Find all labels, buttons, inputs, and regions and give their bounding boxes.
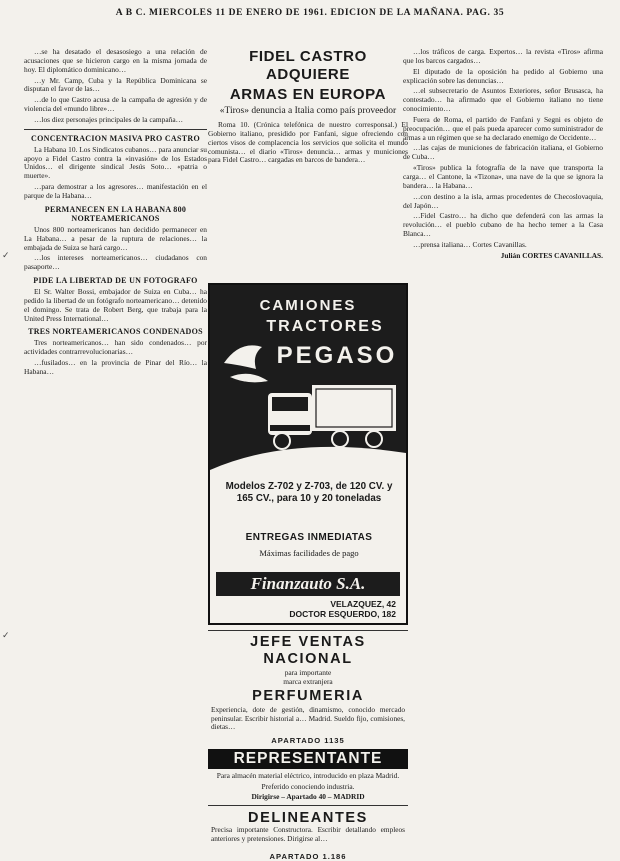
section-paragraph: …para demostrar a los agresores… manifestación en el parque de la Habana… xyxy=(24,182,207,200)
classified-jefe-box: APARTADO 1135 xyxy=(271,736,345,745)
section-paragraph: El Sr. Walter Bossi, embajador de Suiza en Cuba… ha pedido la libertad de un fotógrafo norteamericano… detenido el domingo. Se trata de Robert Berg, que trabaja para la United Press International… xyxy=(24,287,207,323)
section-heading: CONCENTRACION MASIVA PRO CASTRO xyxy=(31,133,200,143)
headline-subtitle: «Tiros» denuncia a Italia como país proveedor xyxy=(219,106,397,116)
section-paragraph: Tres norteamericanos… han sido condenados… por actividades contrarrevolucionarias… xyxy=(24,338,207,357)
left-intro-paragraph: …los diez personajes principales de la campaña… xyxy=(34,114,183,124)
right-column xyxy=(403,48,603,838)
dealer-name: Finanzauto S.A. xyxy=(216,572,400,596)
right-paragraph: …las cajas de municiones de fabricación italiana, el Gobierno de Cuba… xyxy=(403,143,603,162)
right-paragraph: …con destino a la isla, armas procedentes de Checoslovaquia, del Japón… xyxy=(403,191,603,210)
dealer-address xyxy=(224,599,396,619)
right-paragraph: «Tiros» publica la fotografía de la nave que transporta la carga… el Cantone, la «Tizona», una nave de la que se ignora la bandera… la Habana… xyxy=(403,163,603,190)
section-paragraph: Unos 800 norteamericanos han decidido permanecer en La Habana… a pesar de la ruptura de relaciones… la embajada de Suiza se hará cargo… xyxy=(24,224,207,252)
right-paragraph: …los tráficos de carga. Expertos… la revista «Tiros» afirma que los barcos cargados… xyxy=(403,47,603,65)
right-paragraph: …Fidel Castro… ha dicho que defenderá con las armas la revolución… el pueblo cubano de ha hecho temer a la Casa Blanca… xyxy=(403,211,603,239)
margin-mark-icon: ✓ xyxy=(2,630,10,640)
section-paragraph: La Habana 10. Los Sindicatos cubanos… para anunciar su apoyo a Fidel Castro contra la «invasión» de los Estados Unidos… el dirigente sindical Jesús Soto… «patria o muerte». xyxy=(24,144,207,181)
classified-jefe-title-2: NACIONAL xyxy=(263,651,353,667)
classified-delineantes: DELINEANTES xyxy=(248,810,368,826)
author-signature: Julián CORTES CAVANILLAS. xyxy=(500,250,603,260)
classified-del-text: Precisa importante Constructora. Escribir detallando empleos anteriores y pretensiones. Dirigirse al… xyxy=(211,825,405,843)
left-column xyxy=(24,48,207,838)
pegaso-models: Modelos Z-702 y Z-703, de 120 CV. y 165 CV., para 10 y 20 toneladas xyxy=(225,481,393,504)
section-heading: PIDE LA LIBERTAD DE UN FOTOGRAFO xyxy=(33,276,198,286)
classified-rep-address: Dirigirse – Apartado 40 – MADRID xyxy=(251,792,365,801)
article-body: Roma 10. (Crónica telefónica de nuestro corresponsal.) El Gobierno italiano, presidido por Fanfani, sigue ofreciendo con ciertos visos de complacencia los servicios que solicita el mundo comunista… el diario «Tiros» denuncia… armas y municiones para Fidel Castro… cargadas en barcos de bandera… xyxy=(208,120,408,165)
pegaso-line-tractores: TRACTORES xyxy=(266,318,384,335)
classified-jefe-small: marca extranjera xyxy=(283,677,333,686)
pegaso-ad-banner xyxy=(210,285,406,475)
classified-rule xyxy=(208,805,408,806)
classified-perfumeria: PERFUMERIA xyxy=(252,688,364,704)
pegaso-advertisement xyxy=(208,283,408,625)
headline-line-2: ARMAS EN EUROPA xyxy=(229,86,387,103)
page-header: A B C. MIERCOLES 11 DE ENERO DE 1961. EDICION DE LA MAÑANA. PAG. 35 xyxy=(115,8,505,18)
classified-rule xyxy=(208,630,408,631)
column-rule xyxy=(24,129,207,130)
section-heading: TRES NORTEAMERICANOS CONDENADOS xyxy=(28,327,203,337)
headline-line-1: FIDEL CASTRO ADQUIERE xyxy=(249,48,367,83)
classified-del-box: APARTADO 1.186 xyxy=(269,852,347,861)
section-heading: PERMANECEN EN LA HABANA 800 NORTEAMERICANOS xyxy=(44,204,187,223)
right-paragraph: …el subsecretario de Asuntos Exteriores, señor Brusasca, ha contestado… ha afirmado que el Gobierno italiano no tiene conocimiento… xyxy=(403,86,603,114)
pegaso-line-camiones: CAMIONES xyxy=(259,297,357,314)
left-intro-paragraph: …de lo que Castro acusa de la campaña de agresión y de violencia del «mundo libre»… xyxy=(24,95,207,114)
margin-mark-icon: ✓ xyxy=(2,250,10,260)
left-intro-paragraph: …se ha desatado el desasosiego a una relación de acusaciones que se hicieron cargo en la misma jornada de hoy. El diplomático dominicano… xyxy=(24,47,207,74)
classified-jefe-text: Experiencia, dote de gestión, dinamismo, conocido mercado peninsular. Escribir historial a… Madrid. Sueldo fijo, comisiones, dietas… xyxy=(211,705,405,732)
section-paragraph: …los intereses norteamericanos… ciudadanos con pasaporte… xyxy=(24,253,207,272)
middle-column xyxy=(208,48,408,861)
left-intro-paragraph: …y Mr. Camp, Cuba y la República Dominicana se disputan el favor de las… xyxy=(24,75,207,94)
section-paragraph: …fusilados… en la provincia de Pinar del Río… la Habana… xyxy=(24,358,207,376)
right-paragraph: El diputado de la oposición ha pedido al Gobierno una explicación sobre las denuncias… xyxy=(403,66,603,85)
classified-representante: REPRESENTANTE xyxy=(208,749,408,769)
right-paragraph: …prensa italiana… Cortes Cavanillas. xyxy=(413,239,527,249)
pegaso-delivery: ENTREGAS INMEDIATAS xyxy=(245,532,373,543)
classified-rep-pref: Preferido conociendo industria. xyxy=(261,782,355,791)
pegaso-terms: Máximas facilidades de pago xyxy=(259,548,359,558)
dealer-address-line: DOCTOR ESQUERDO, 182 xyxy=(289,609,396,619)
classified-rep-text: Para almacén material eléctrico, introducido en plaza Madrid. xyxy=(216,771,400,780)
pegaso-brand: PEGASO xyxy=(276,342,398,369)
classified-jefe-title-1: JEFE VENTAS xyxy=(250,634,366,650)
classified-jefe-small: para importante xyxy=(284,668,332,677)
right-paragraph: Fuera de Roma, el partido de Fanfani y Segni es objeto de preocupación… que el país pueda aparecer como suministrador de armas a un régimen que se ha declarado enemigo de Occidente… xyxy=(403,114,603,142)
dealer-address-line: VELAZQUEZ, 42 xyxy=(330,599,396,609)
